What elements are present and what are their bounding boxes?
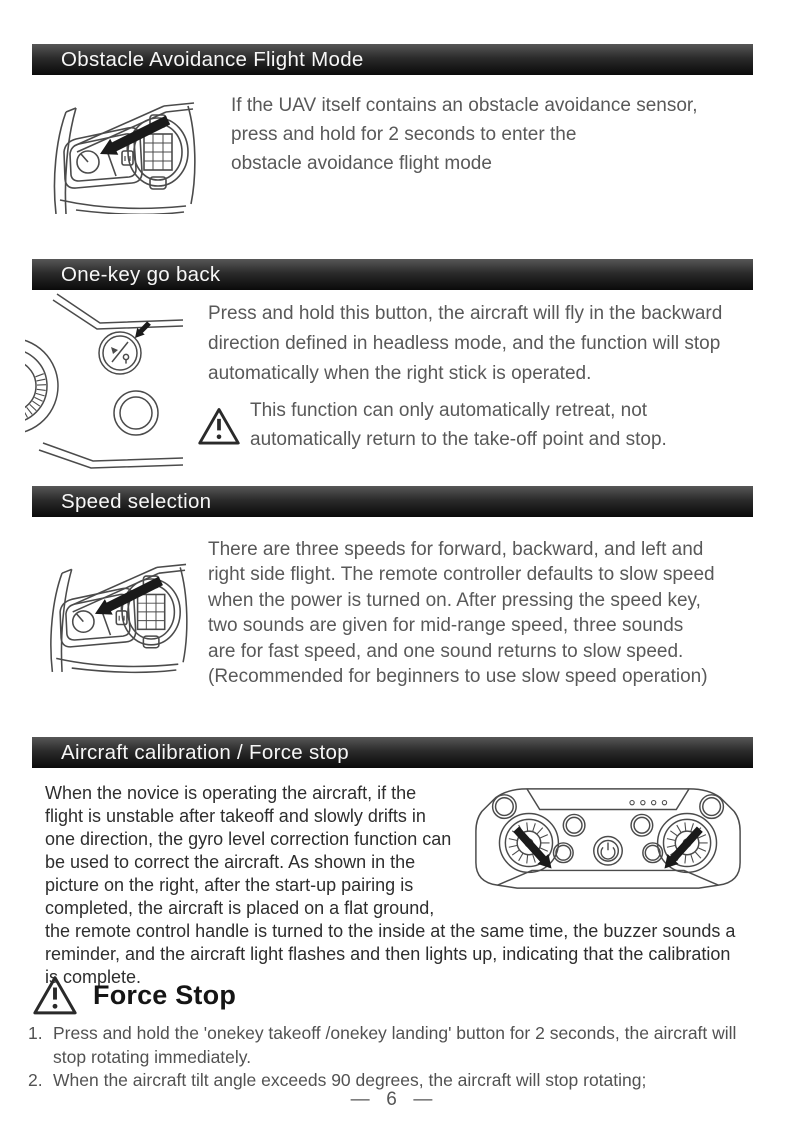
list-item-number: 2. xyxy=(28,1070,43,1090)
controller-front-drawing xyxy=(469,784,747,894)
list-item-text: When the aircraft tilt angle exceeds 90 degrees, the aircraft will stop rotating; xyxy=(53,1070,647,1090)
remote-shoulder-button-illustration xyxy=(33,533,217,685)
force-stop-list xyxy=(28,1022,762,1093)
section-title: Aircraft calibration / Force stop xyxy=(61,740,349,764)
text-line: press and hold for 2 seconds to enter the xyxy=(231,124,577,145)
speed-body-text xyxy=(208,537,715,689)
obstacle-body-text xyxy=(231,91,697,178)
text-line: obstacle avoidance flight mode xyxy=(231,153,492,174)
section-header-onekey-go-back xyxy=(32,259,753,290)
one-key-return-button-illustration xyxy=(25,291,185,481)
warning-icon xyxy=(32,974,78,1016)
onekey-body-text xyxy=(208,299,722,389)
calibration-paragraph xyxy=(45,782,747,989)
section-title: Speed selection xyxy=(61,489,212,513)
list-item-number: 1. xyxy=(28,1023,43,1043)
right-stick-arrow xyxy=(664,827,702,869)
section-title: One-key go back xyxy=(61,262,221,286)
text-line: (Recommended for beginners to use slow speed operation) xyxy=(208,666,708,688)
text-line: when the power is turned on. After pressing the speed key, xyxy=(208,589,701,611)
text-line: Press and hold this button, the aircraft will fly in the backward xyxy=(208,303,723,324)
onekey-warning-note xyxy=(197,396,667,454)
text-line: are for fast speed, and one sound returns to slow speed. xyxy=(208,640,684,662)
warning-text xyxy=(250,396,667,454)
force-stop-title: Force Stop xyxy=(93,979,237,1010)
section-header-aircraft-calibration xyxy=(32,737,753,768)
section-title: Obstacle Avoidance Flight Mode xyxy=(61,47,364,71)
text-line: automatically return to the take-off point and stop. xyxy=(250,429,667,450)
controller-front-illustration xyxy=(469,784,747,894)
text-line: direction defined in headless mode, and the function will stop xyxy=(208,333,721,354)
remote-shoulder-button-illustration xyxy=(36,84,226,214)
list-item-text: Press and hold the 'onekey takeoff /onekey landing' button for 2 seconds, the aircraft will stop rotating immediately. xyxy=(53,1023,737,1067)
text-line: two sounds are given for mid-range speed, three sounds xyxy=(208,615,684,637)
list-item xyxy=(28,1022,762,1069)
section-header-speed-selection xyxy=(32,486,753,517)
text-line: automatically when the right stick is operated. xyxy=(208,363,592,384)
text-line: This function can only automatically retreat, not xyxy=(250,400,648,421)
force-stop-heading xyxy=(32,974,236,1016)
text-line: If the UAV itself contains an obstacle avoidance sensor, xyxy=(231,95,698,116)
section-header-obstacle-avoidance xyxy=(32,44,753,75)
page-number: — 6 — xyxy=(350,1089,435,1110)
pointer-arrow xyxy=(135,321,151,338)
left-stick-arrow xyxy=(513,827,551,869)
text-line: right side flight. The remote controller defaults to slow speed xyxy=(208,564,715,586)
calibration-body-text: When the novice is operating the aircraft, if the flight is unstable after takeoff and slowly drifts in one direction, the gyro level correction function can be used to correct the aircraft. As shown in the picture on the right, after the start-up pairing is completed, the aircraft is placed on a flat ground, the remote control handle is turned to the inside at the same time, the buzzer sounds a reminder, and the aircraft light flashes and then lights up, indicating that the calibration is complete. xyxy=(45,783,736,987)
warning-icon xyxy=(197,406,241,446)
text-line: There are three speeds for forward, backward, and left and xyxy=(208,539,704,560)
